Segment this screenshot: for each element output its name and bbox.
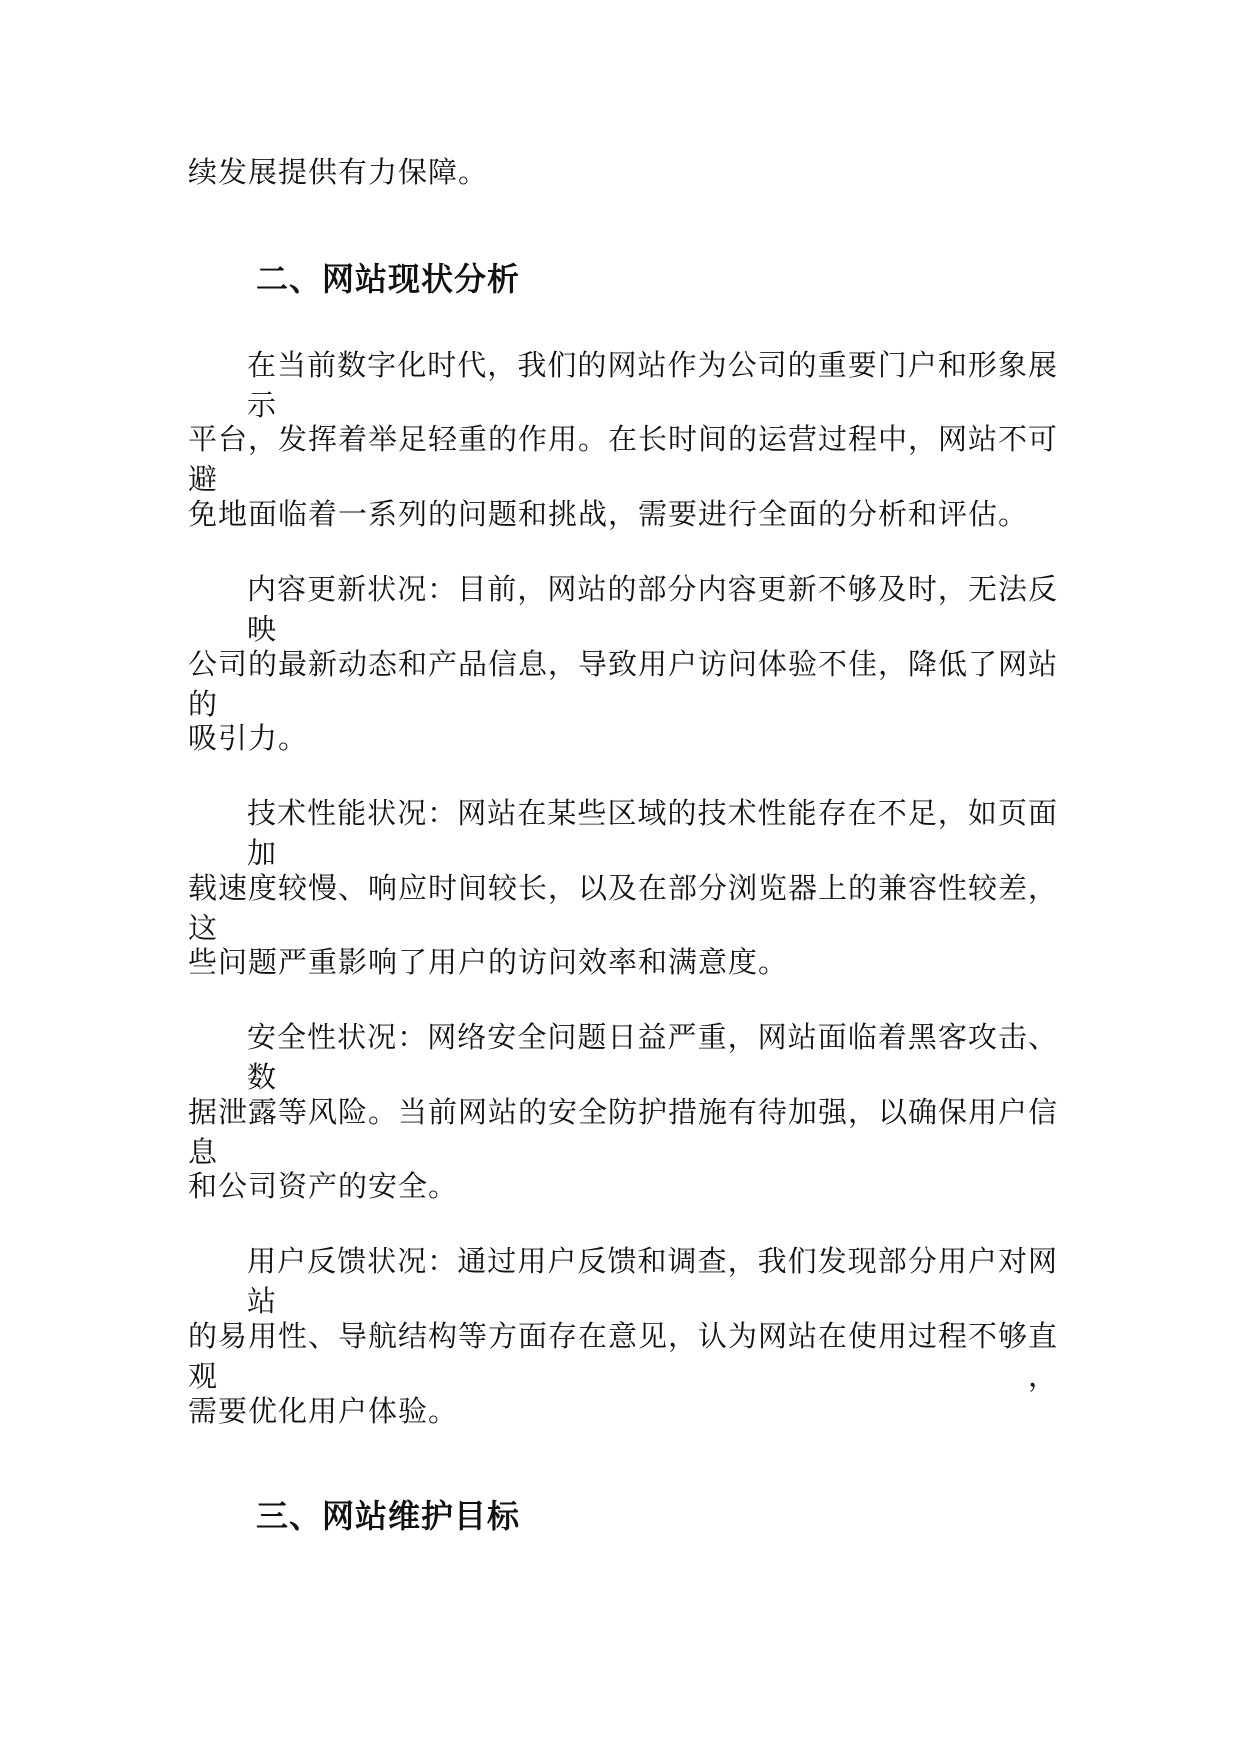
paragraph-feedback-line-2: 的易用性、导航结构等方面存在意见，认为网站在使用过程不够直观，	[188, 1319, 1059, 1393]
paragraph-security-line-1: 安全性状况：网络安全问题日益严重，网站面临着黑客攻击、数	[247, 1020, 1058, 1094]
paragraph-content-line-2: 公司的最新动态和产品信息，导致用户访问体验不佳，降低了网站的	[188, 647, 1059, 721]
paragraph-feedback-line-3: 需要优化用户体验。	[188, 1394, 459, 1428]
paragraph-content-line-3: 吸引力。	[188, 721, 309, 755]
section-heading-2: 二、网站现状分析	[256, 260, 521, 298]
section-heading-3: 三、网站维护目标	[256, 1497, 521, 1535]
paragraph-security-line-3: 和公司资产的安全。	[188, 1169, 459, 1203]
paragraph-feedback-line-1: 用户反馈状况：通过用户反馈和调查，我们发现部分用户对网站	[247, 1244, 1058, 1318]
paragraph-tech-line-1: 技术性能状况：网站在某些区域的技术性能存在不足，如页面加	[247, 796, 1058, 870]
paragraph-intro-line-3: 免地面临着一系列的问题和挑战，需要进行全面的分析和评估。	[188, 497, 1029, 531]
paragraph-security-line-2: 据泄露等风险。当前网站的安全防护措施有待加强，以确保用户信息	[188, 1095, 1059, 1169]
paragraph-intro-line-1: 在当前数字化时代，我们的网站作为公司的重要门户和形象展示	[247, 348, 1058, 422]
paragraph-intro-line-2: 平台，发挥着举足轻重的作用。在长时间的运营过程中，网站不可避	[188, 422, 1059, 496]
paragraph-tech-line-3: 些问题严重影响了用户的访问效率和满意度。	[188, 945, 789, 979]
paragraph-tech-line-2: 载速度较慢、响应时间较长，以及在部分浏览器上的兼容性较差，这	[188, 871, 1059, 945]
paragraph-content-line-1: 内容更新状况：目前，网站的部分内容更新不够及时，无法反映	[247, 572, 1058, 646]
text-line-continuation: 续发展提供有力保障。	[188, 155, 489, 189]
